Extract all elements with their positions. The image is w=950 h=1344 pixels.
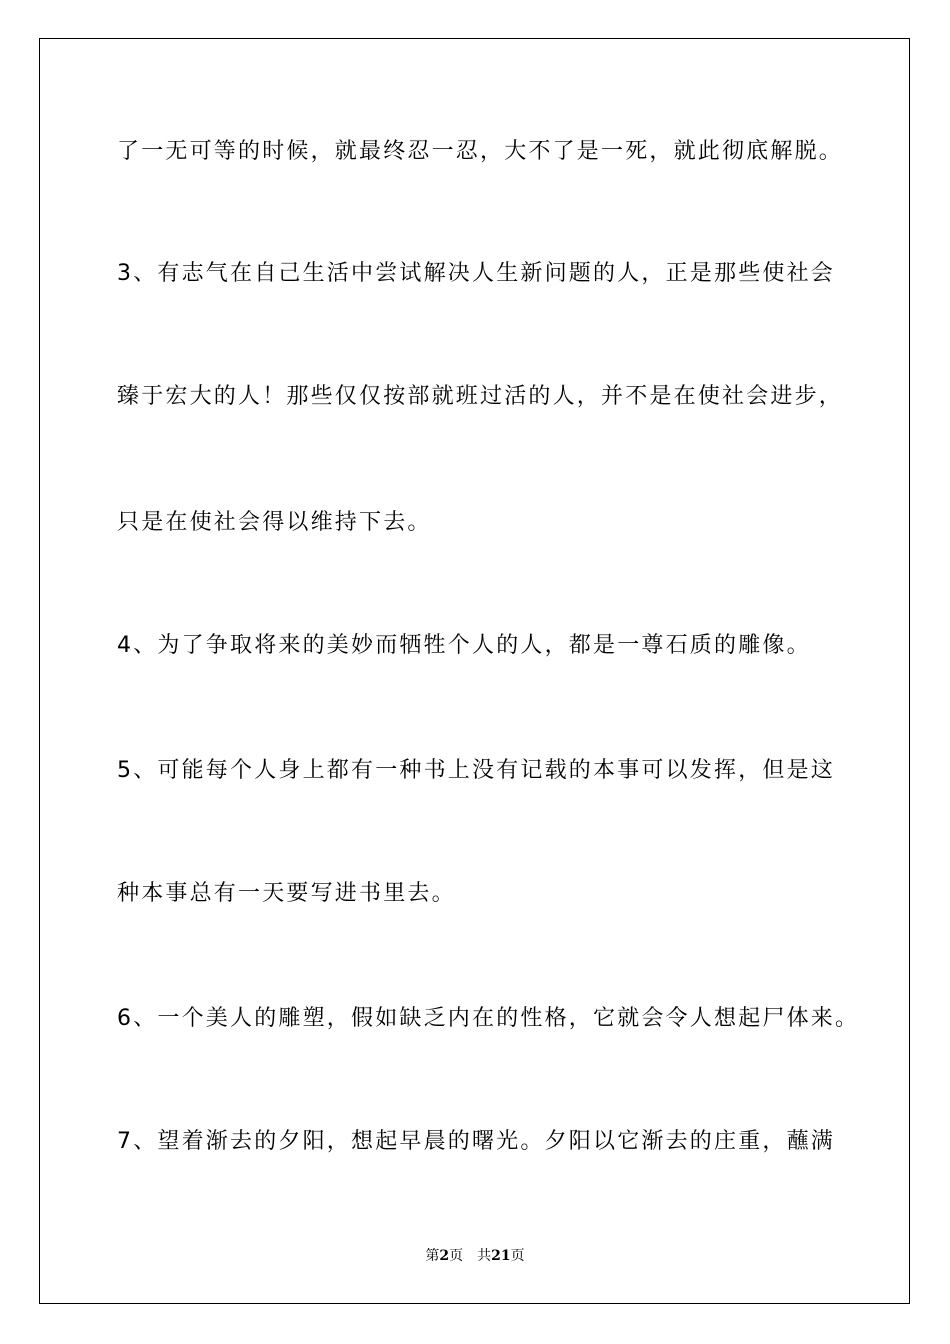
total-pages: 21 bbox=[491, 1248, 511, 1264]
page-border bbox=[39, 38, 910, 1304]
total-prefix: 共 bbox=[477, 1248, 492, 1264]
text-line: 臻于宏大的人！那些仅仅按部就班过活的人，并不是在使社会进步， bbox=[117, 384, 844, 409]
total-suffix: 页 bbox=[510, 1248, 525, 1264]
page-prefix: 第 bbox=[425, 1248, 440, 1264]
text-line: 种本事总有一天要写进书里去。 bbox=[117, 881, 456, 906]
page-suffix: 页 bbox=[449, 1248, 464, 1264]
text-line: 3、有志气在自己生活中尝试解决人生新问题的人，正是那些使社会 bbox=[117, 261, 835, 286]
text-line: 6、一个美人的雕塑，假如缺乏内在的性格，它就会令人想起尸体来。 bbox=[117, 1006, 860, 1031]
text-line: 5、可能每个人身上都有一种书上没有记载的本事可以发挥，但是这 bbox=[117, 758, 835, 783]
page-footer bbox=[0, 1246, 950, 1266]
text-line: 了一无可等的时候，就最终忍一忍，大不了是一死，就此彻底解脱。 bbox=[117, 139, 844, 164]
page-number: 2 bbox=[439, 1248, 450, 1264]
text-line: 7、望着渐去的夕阳，想起早晨的曙光。夕阳以它渐去的庄重，蘸满 bbox=[117, 1129, 835, 1154]
text-line: 只是在使社会得以维持下去。 bbox=[117, 510, 432, 535]
text-line: 4、为了争取将来的美妙而牺牲个人的人，都是一尊石质的雕像。 bbox=[117, 633, 811, 658]
